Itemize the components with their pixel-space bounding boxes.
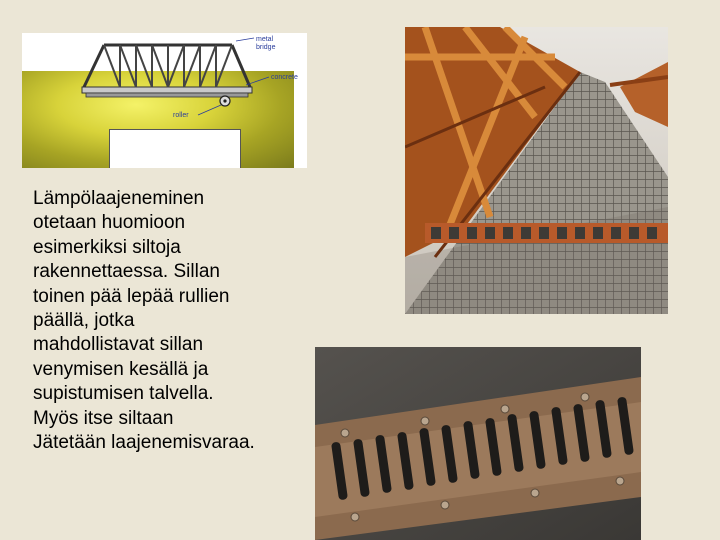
walkway-illustration — [405, 27, 668, 314]
label-metal: metal — [256, 36, 274, 43]
truss-bridge-drawing — [22, 33, 307, 168]
bridge-deck — [82, 87, 252, 93]
bridge-walkway-photo — [405, 27, 668, 314]
expansion-joint-photo — [315, 347, 641, 540]
label-concrete: concrete — [271, 74, 298, 81]
bridge-diagram — [22, 33, 307, 168]
end-post-right — [232, 45, 250, 87]
end-post-left — [84, 45, 104, 87]
label-roller: roller — [173, 112, 189, 119]
body-text: Lämpölaajeneminen otetaan huomioon esimerkiksi siltoja rakennettaessa. Sillan toinen pää lepää rullien päällä, jotka mahdollistavat sillan venymisen kesällä ja supistumisen talvella. Myös itse siltaan Jätetään laajenemisvaraa. — [33, 188, 255, 454]
truss-web — [104, 45, 232, 87]
label-bridge: bridge — [256, 44, 276, 51]
joint-illustration — [315, 347, 641, 540]
